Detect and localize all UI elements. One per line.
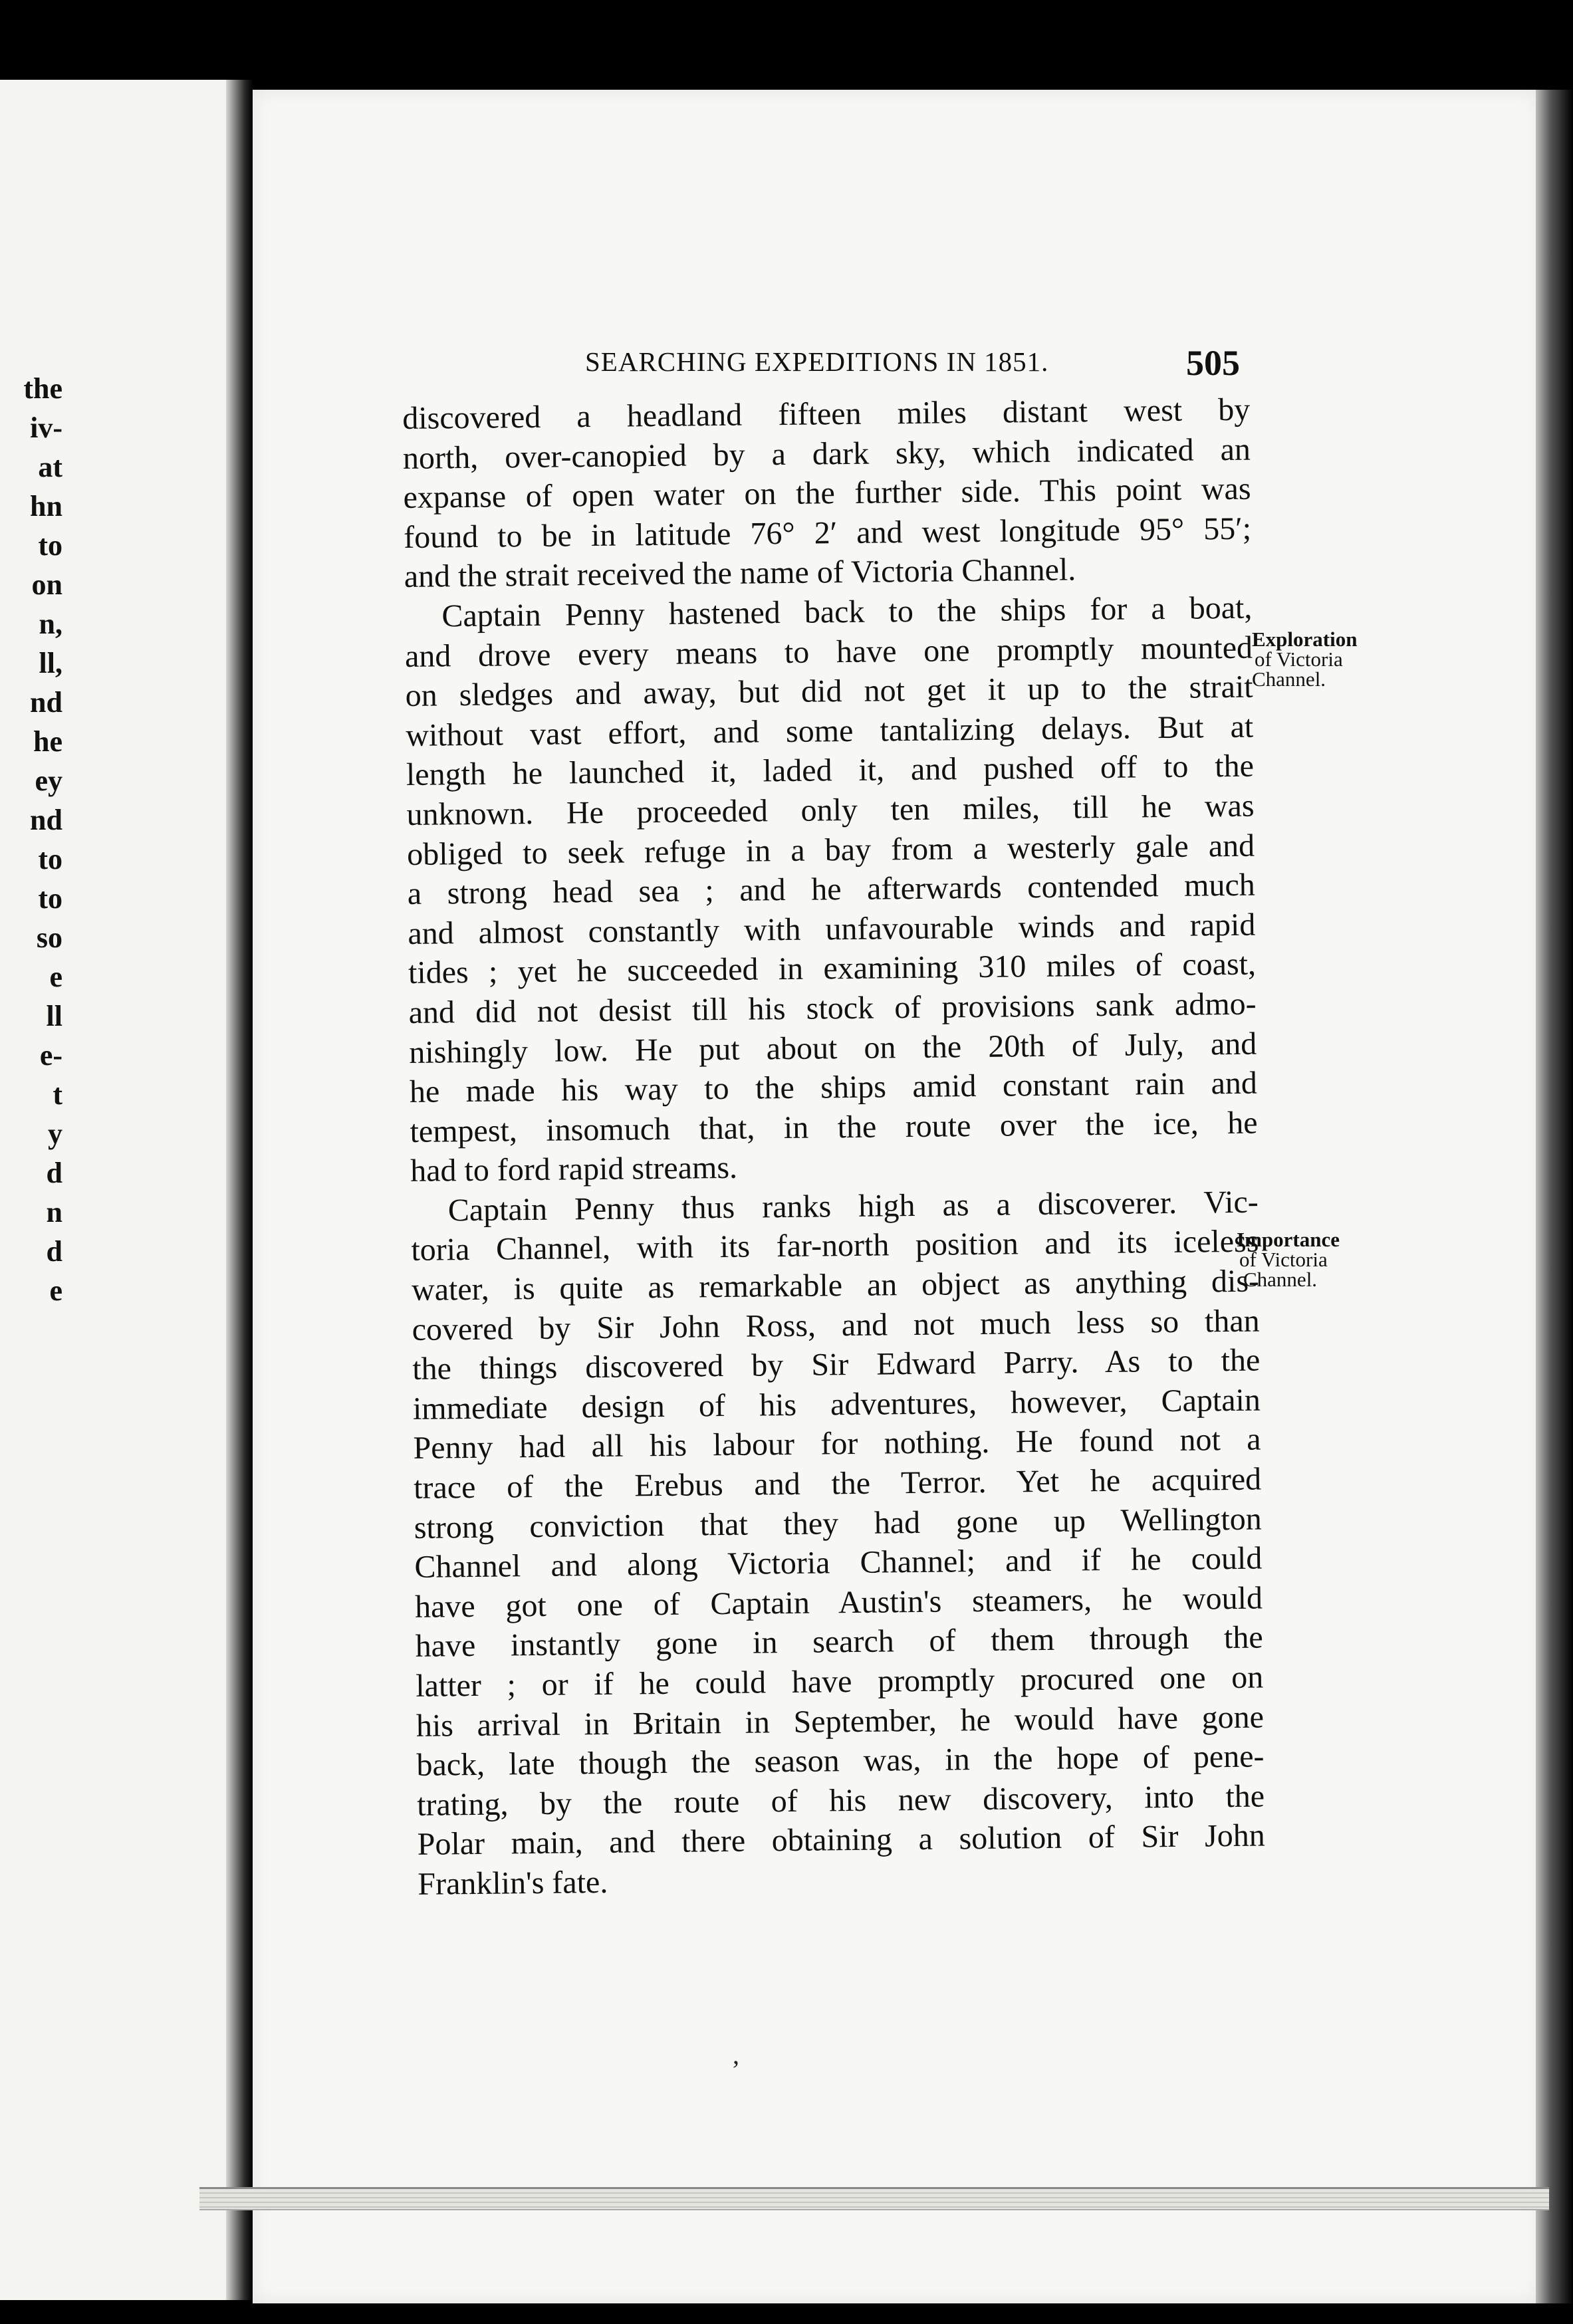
text-line: and did not desist till his stock of provisions sank admo- bbox=[408, 986, 1257, 1030]
text-line: found to be in latitude 76° 2′ and west longitude 95° 55′; bbox=[403, 511, 1252, 555]
facing-page-fragment: ll bbox=[46, 1000, 62, 1032]
text-line: have got one of Captain Austin's steamers, he would bbox=[414, 1580, 1263, 1625]
paragraph bbox=[402, 390, 1252, 597]
facing-page-text-fragments bbox=[0, 369, 66, 1310]
facing-page-fragment: iv- bbox=[30, 411, 62, 444]
text-line: toria Channel, with its far-north position and its iceless bbox=[411, 1224, 1259, 1268]
facing-page-fragment: d bbox=[46, 1157, 62, 1189]
text-line: immediate design of his adventures, however, Captain bbox=[412, 1382, 1261, 1427]
text-line: he made his way to the ships amid constant rain and bbox=[409, 1065, 1258, 1110]
text-line: strong conviction that they had gone up Wellington bbox=[414, 1501, 1262, 1546]
facing-page-fragment: to bbox=[38, 843, 62, 875]
text-line: trace of the Erebus and the Terror. Yet he acquired bbox=[413, 1461, 1262, 1506]
text-line: expanse of open water on the further side. This point was bbox=[403, 471, 1251, 516]
page-edge bbox=[1536, 90, 1573, 2303]
text-line: tempest, insomuch that, in the route over the ice, he bbox=[410, 1105, 1258, 1149]
facing-page-fragment: on bbox=[31, 568, 62, 601]
text-line: without vast effort, and some tantalizing delays. But at bbox=[406, 709, 1254, 753]
text-line: and almost constantly with unfavourable winds and rapid bbox=[408, 907, 1256, 951]
sidenote-line: of Victoria bbox=[1239, 1248, 1328, 1271]
text-line: covered by Sir John Ross, and not much less so than bbox=[412, 1303, 1260, 1347]
text-line: unknown. He proceeded only ten miles, till he was bbox=[406, 788, 1255, 832]
text-line: Franklin's fate. bbox=[418, 1864, 608, 1902]
body-text bbox=[402, 390, 1266, 1905]
sidenote-line: Channel. bbox=[1243, 1268, 1318, 1291]
facing-page-fragment: e bbox=[49, 1274, 62, 1307]
sidenote-importance bbox=[1237, 1230, 1340, 1290]
facing-page-fragment: at bbox=[38, 451, 62, 483]
facing-page-fragment: ey bbox=[35, 764, 62, 797]
facing-page-fragment: hn bbox=[30, 490, 62, 523]
text-line: have instantly gone in search of them through the bbox=[415, 1619, 1263, 1665]
text-line: water, is quite as remarkable an object as anything dis- bbox=[411, 1263, 1260, 1308]
page-number: 505 bbox=[1186, 343, 1240, 383]
facing-page-fragment: ll, bbox=[39, 647, 62, 679]
page-bottom-edge bbox=[199, 2187, 1549, 2210]
text-line: had to ford rapid streams. bbox=[410, 1150, 738, 1189]
text-line: north, over-canopied by a dark sky, which indicated an bbox=[402, 431, 1251, 476]
text-line: length he launched it, laded it, and pushed off to the bbox=[406, 748, 1255, 793]
facing-page-fragment: so bbox=[36, 921, 62, 954]
paragraph bbox=[404, 588, 1258, 1191]
sidenote-line: Exploration bbox=[1252, 628, 1358, 651]
text-line: and the strait received the name of Victoria Channel. bbox=[404, 552, 1076, 595]
sidenote-line: Channel. bbox=[1252, 667, 1326, 691]
text-line: latter ; or if he could have promptly procured one on bbox=[416, 1659, 1264, 1704]
paragraph bbox=[410, 1182, 1265, 1904]
text-line: on sledges and away, but did not get it up to the strait bbox=[405, 669, 1253, 714]
facing-page-fragment: n, bbox=[39, 608, 62, 640]
text-line: Captain Penny hastened back to the ships for a boat, bbox=[441, 590, 1253, 634]
text-line: obliged to seek refuge in a bay from a westerly gale and bbox=[406, 828, 1255, 872]
text-line: his arrival in Britain in September, he would have gone bbox=[416, 1699, 1265, 1744]
facing-page-fragment: nd bbox=[30, 686, 62, 719]
text-line: Channel and along Victoria Channel; and if he could bbox=[414, 1540, 1263, 1585]
book-gutter bbox=[226, 80, 253, 2300]
facing-page-fragment: the bbox=[23, 372, 62, 405]
facing-page-fragment: d bbox=[46, 1235, 62, 1268]
ink-speck: ’ bbox=[731, 2055, 741, 2085]
facing-page-fragment: he bbox=[33, 725, 62, 758]
facing-page-fragment: to bbox=[38, 882, 62, 915]
facing-page-fragment: nd bbox=[30, 804, 62, 836]
text-line: Penny had all his labour for nothing. He found not a bbox=[413, 1422, 1261, 1466]
text-line: and drove every means to have one promptly mounted bbox=[404, 630, 1253, 674]
text-line: Captain Penny thus ranks high as a discoverer. Vic- bbox=[447, 1184, 1259, 1228]
facing-page-fragment: e bbox=[49, 961, 62, 993]
facing-page-fragment: to bbox=[38, 529, 62, 562]
text-line: the things discovered by Sir Edward Parry. As to the bbox=[412, 1342, 1261, 1387]
running-head: SEARCHING EXPEDITIONS IN 1851. bbox=[585, 346, 1049, 377]
text-line: a strong head sea ; and he afterwards contended much bbox=[407, 867, 1256, 912]
facing-page-fragment: t bbox=[53, 1078, 62, 1111]
facing-page-fragment: n bbox=[46, 1196, 62, 1228]
facing-page-fragment: e- bbox=[39, 1039, 62, 1072]
text-line: back, late though the season was, in the hope of pene- bbox=[416, 1738, 1265, 1784]
text-line: discovered a headland fifteen miles distant west by bbox=[402, 392, 1251, 436]
text-line: tides ; yet he succeeded in examining 310 miles of coast, bbox=[408, 946, 1257, 991]
sidenote-line: Importance bbox=[1237, 1228, 1340, 1251]
facing-page-fragment: y bbox=[48, 1117, 62, 1150]
text-line: nishingly low. He put about on the 20th of July, and bbox=[409, 1026, 1257, 1070]
sidenote-line: of Victoria bbox=[1255, 647, 1343, 671]
text-line: Polar main, and there obtaining a solution of Sir John bbox=[417, 1817, 1265, 1863]
text-line: trating, by the route of his new discovery, into the bbox=[416, 1778, 1265, 1823]
sidenote-exploration bbox=[1252, 630, 1357, 689]
